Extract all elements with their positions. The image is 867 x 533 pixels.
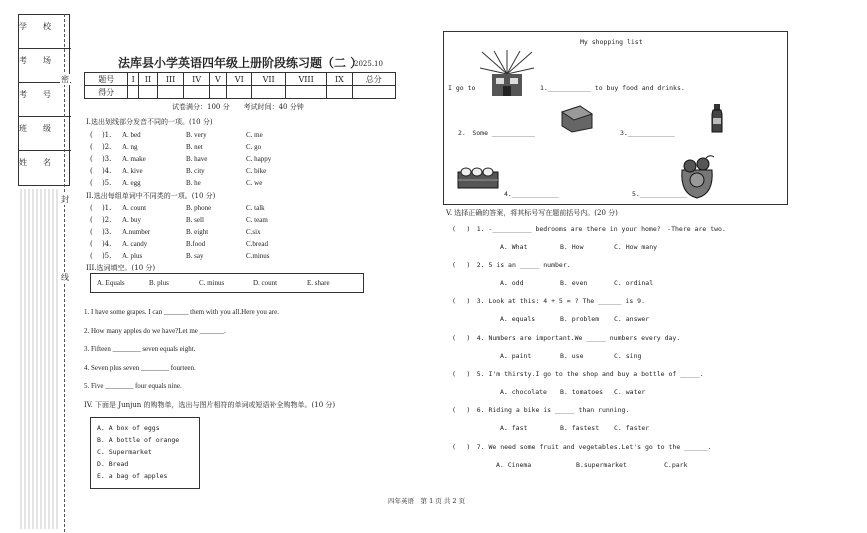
seal-char-mi: 密 <box>61 75 69 84</box>
supermarket-icon <box>478 48 536 100</box>
part1-option: C. we <box>246 179 263 187</box>
school-label: 学 校 <box>19 22 51 31</box>
bread-icon <box>558 102 594 134</box>
part1-option: B. city <box>186 167 205 175</box>
date-label: 2025.10 <box>354 60 383 68</box>
fill-sentence[interactable]: 1. I have some grapes. I can _______ them with you all.Here you are. <box>84 308 279 316</box>
part1-num[interactable]: ( )3. <box>90 155 112 163</box>
part3-heading: III.选词填空。(10 分) <box>86 264 156 272</box>
mc-option[interactable]: A. What <box>500 243 528 251</box>
score-value-row <box>85 86 396 99</box>
score-cell: III <box>157 73 184 86</box>
name-label: 姓 名 <box>19 158 51 167</box>
part2-option: B. phone <box>186 204 212 212</box>
word-bank-box <box>90 273 364 293</box>
part2-num[interactable]: ( )1. <box>90 204 112 212</box>
part1-option: A. make <box>122 155 146 163</box>
part2-option: A. buy <box>122 216 142 224</box>
shopping-option: D. Bread <box>97 460 129 468</box>
word-option: E. share <box>307 279 330 287</box>
part5-heading: V. 选择正确的答案，将其标号写在题前括号内。(20 分) <box>446 209 618 217</box>
score-input[interactable] <box>184 86 209 99</box>
score-input[interactable] <box>285 86 327 99</box>
word-option: A. Equals <box>97 279 125 287</box>
score-cell: II <box>139 73 158 86</box>
mc-option[interactable]: A. equals <box>500 315 536 323</box>
student-info-box <box>18 14 70 186</box>
score-input[interactable] <box>209 86 226 99</box>
class-label: 班 级 <box>19 124 51 133</box>
bottle-icon <box>710 104 724 134</box>
part2-option: C.minus <box>246 252 270 260</box>
shopping-line: I go to <box>448 84 476 92</box>
part2-option: C. talk <box>246 204 265 212</box>
mc-question[interactable]: ( ) 1. -__________ bedrooms are there in your home? -There are two. <box>452 225 726 233</box>
part1-num[interactable]: ( )5. <box>90 179 112 187</box>
part2-option: B.food <box>186 240 206 248</box>
mc-option[interactable]: A. fast <box>500 424 528 432</box>
part1-option: B. very <box>186 131 207 139</box>
part2-option: B. say <box>186 252 204 260</box>
part1-option: A. egg <box>122 179 141 187</box>
part1-option: A. kive <box>122 167 143 175</box>
score-cell: 题号 <box>85 73 128 86</box>
score-cell: V <box>209 73 226 86</box>
score-cell: 得分 <box>85 86 128 99</box>
part1-option: C. happy <box>246 155 272 163</box>
shopping-options-box <box>90 417 200 489</box>
shopping-option: A. A box of eggs <box>97 424 160 432</box>
score-input[interactable] <box>139 86 158 99</box>
part2-option: C.six <box>246 228 261 236</box>
score-table <box>84 72 396 99</box>
part2-num[interactable]: ( )4. <box>90 240 112 248</box>
part2-num[interactable]: ( )5. <box>90 252 112 260</box>
mc-option[interactable]: C. faster <box>614 424 650 432</box>
part1-option: B. net <box>186 143 203 151</box>
word-option: D. count <box>253 279 278 287</box>
score-header-row <box>85 73 396 86</box>
mc-option[interactable]: C. sing <box>614 352 642 360</box>
mc-option[interactable]: B.supermarket <box>576 461 627 469</box>
page-footer: 四年英语 第 1 页 共 2 页 <box>388 497 466 505</box>
mc-option[interactable]: C. answer <box>614 315 650 323</box>
part2-num[interactable]: ( )3. <box>90 228 112 236</box>
part2-option: C.bread <box>246 240 268 248</box>
shopping-option: B. A bottle of orange <box>97 436 180 444</box>
exam-number-label: 考 号 <box>19 90 51 99</box>
word-option: C. minus <box>199 279 225 287</box>
part1-num[interactable]: ( )4. <box>90 167 112 175</box>
score-cell: 总分 <box>352 73 395 86</box>
part1-option: B. he <box>186 179 201 187</box>
mc-option[interactable]: A. Cinema <box>496 461 532 469</box>
part2-option: A. count <box>122 204 147 212</box>
mc-option[interactable]: B. use <box>560 352 584 360</box>
part4-heading: IV. 下面是 Junjun 的购物单，选出与图片相符的单词或短语补全购物单。(10 分) <box>84 401 336 409</box>
part1-heading: I.选出划线部分发音不同的一项。(10 分) <box>86 118 213 126</box>
shopping-line[interactable]: 4.____________ <box>504 190 559 198</box>
shopping-list-title: My shopping list <box>580 38 643 46</box>
mc-option[interactable]: B. How <box>560 243 584 251</box>
score-cell: I <box>128 73 139 86</box>
exam-info: 试卷满分：100 分 考试时间：40 分钟 <box>172 103 304 111</box>
part2-option: A. candy <box>122 240 148 248</box>
mc-option[interactable]: B. tomatoes <box>560 388 604 396</box>
part1-option: A. ng <box>122 143 138 151</box>
mc-option[interactable]: C. How many <box>614 243 658 251</box>
part1-num[interactable]: ( )2. <box>90 143 112 151</box>
fill-sentence[interactable]: 3. Fifteen ________ seven equals eight. <box>84 345 196 353</box>
score-cell: IV <box>184 73 209 86</box>
shopping-line[interactable]: 3.____________ <box>620 129 675 137</box>
fill-sentence[interactable]: 5. Five ________ four equals nine. <box>84 382 182 390</box>
fill-sentence[interactable]: 4. Seven plus seven ________ fourteen. <box>84 364 196 372</box>
score-input[interactable] <box>327 86 352 99</box>
part1-option: C. me <box>246 131 263 139</box>
part2-option: B. sell <box>186 216 204 224</box>
part1-option: A. bed <box>122 131 141 139</box>
score-input[interactable] <box>352 86 395 99</box>
part1-num[interactable]: ( )1. <box>90 131 112 139</box>
mc-option[interactable]: C. water <box>614 388 646 396</box>
shopping-line[interactable]: 2. Some ___________ <box>458 129 535 137</box>
mc-option[interactable]: C.park <box>664 461 688 469</box>
score-input[interactable] <box>128 86 139 99</box>
mc-option[interactable]: A. paint <box>500 352 532 360</box>
binding-strip <box>18 14 72 532</box>
part1-option: B. have <box>186 155 208 163</box>
score-cell: IX <box>327 73 352 86</box>
egg-box-icon <box>456 164 500 192</box>
score-cell: VI <box>227 73 252 86</box>
shopping-list-box <box>443 31 788 205</box>
mc-question[interactable]: ( ) 3. Look at this: 4 + 5 = ? The ______ is 9. <box>452 297 646 305</box>
part2-num[interactable]: ( )2. <box>90 216 112 224</box>
part2-option: A. plus <box>122 252 143 260</box>
mc-option[interactable]: B. fastest <box>560 424 600 432</box>
fill-sentence[interactable]: 2. How many apples do we have?Let me _______. <box>84 327 226 335</box>
mc-option[interactable]: C. ordinal <box>614 279 654 287</box>
score-input[interactable] <box>227 86 252 99</box>
binding-texture <box>20 189 60 529</box>
mc-option[interactable]: B. problem <box>560 315 600 323</box>
seal-char-feng: 封 <box>61 195 69 204</box>
part1-option: C. bike <box>246 167 267 175</box>
mc-question[interactable]: ( ) 2. 5 is an _____ number. <box>452 261 571 269</box>
page-title: 法库县小学英语四年级上册阶段练习题（二 ） <box>118 56 363 70</box>
mc-option[interactable]: A. odd <box>500 279 524 287</box>
mc-question[interactable]: ( ) 4. Numbers are important.We _____ numbers every day. <box>452 334 681 342</box>
shopping-option: E. a bag of apples <box>97 472 168 480</box>
part2-option: C. team <box>246 216 268 224</box>
shopping-line[interactable]: 5.____________ <box>632 190 687 198</box>
mc-option[interactable]: A. chocolate <box>500 388 547 396</box>
seal-char-xian: 线 <box>61 273 69 282</box>
shopping-line[interactable]: 1.___________ to buy food and drinks. <box>540 84 685 92</box>
mc-question[interactable]: ( ) 5. I'm thirsty.I go to the shop and buy a bottle of _____. <box>452 370 704 378</box>
mc-option[interactable]: B. even <box>560 279 588 287</box>
part2-option: A.number <box>122 228 151 236</box>
word-option: B. plus <box>149 279 169 287</box>
score-cell: VIII <box>285 73 327 86</box>
exam-room-label: 考 场 <box>19 56 51 65</box>
part2-option: B. eight <box>186 228 209 236</box>
score-input[interactable] <box>252 86 285 99</box>
part1-option: C. go <box>246 143 262 151</box>
score-cell: VII <box>252 73 285 86</box>
part2-heading: II.选出每组单词中不同类的一项。(10 分) <box>86 192 216 200</box>
mc-question[interactable]: ( ) 7. We need some fruit and vegetables.Let's go to the ______. <box>452 443 712 451</box>
apple-bag-icon <box>676 154 718 200</box>
mc-question[interactable]: ( ) 6. Riding a bike is _____ than running. <box>452 406 630 414</box>
shopping-option: C. Supermarket <box>97 448 152 456</box>
score-input[interactable] <box>157 86 184 99</box>
